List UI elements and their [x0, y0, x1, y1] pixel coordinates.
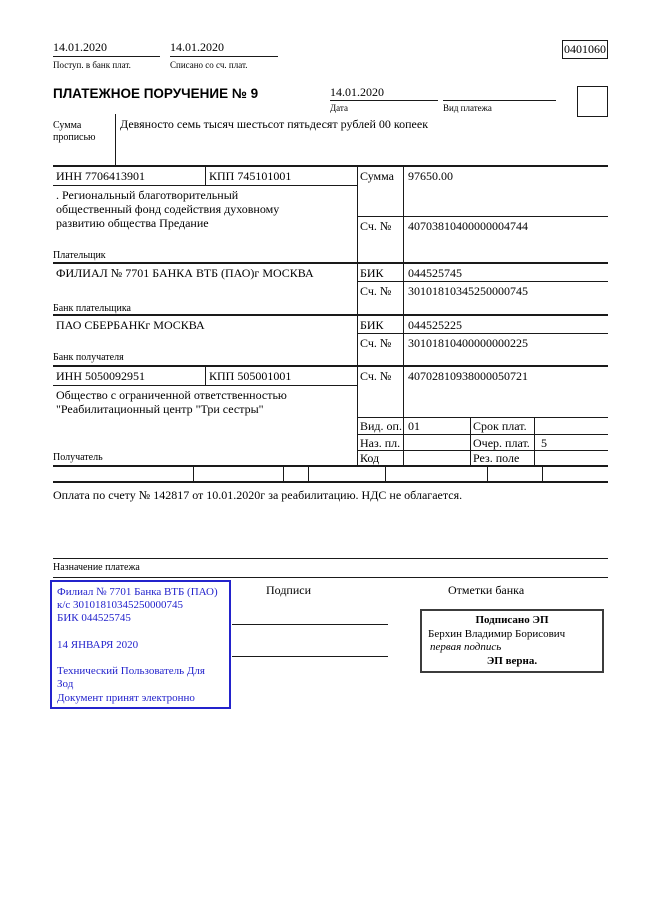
document-date: 14.01.2020: [330, 85, 384, 99]
received-date: 14.01.2020: [53, 40, 107, 54]
signatures-heading: Подписи: [266, 583, 312, 597]
page-title: ПЛАТЕЖНОЕ ПОРУЧЕНИЕ № 9: [53, 86, 259, 101]
payee-inn-row-underline: [53, 385, 357, 386]
reserve-field-label: Рез. поле: [473, 451, 520, 465]
payer-name-line2: общественный фонд содействия духовному: [56, 202, 280, 216]
electronic-signature-box: [420, 609, 604, 673]
payer-kpp: КПП 745101001: [209, 169, 292, 183]
received-date-underline: [53, 56, 160, 57]
signature-line-2: [232, 656, 388, 657]
payee-name-line2: "Реабилитационный центр "Три сестры": [56, 402, 264, 416]
payer-bank-section-line: [53, 314, 608, 316]
payee-bank-section-line: [53, 365, 608, 367]
budget-row-divider-5: [487, 467, 488, 481]
budget-row-divider-3: [308, 467, 309, 481]
payer-inn-kpp-divider: [205, 166, 206, 185]
bank-stamp-line: Филиал № 7701 Банка ВТБ (ПАО): [57, 586, 218, 598]
payee-bank-section-label: Банк получателя: [53, 352, 124, 363]
payee-inn: ИНН 5050092951: [56, 369, 145, 383]
payer-bank-bik-label: БИК: [360, 266, 384, 280]
sum-value: 97650.00: [408, 169, 453, 183]
ep-verified-label: ЭП верна.: [486, 654, 538, 667]
form-code-box: 0401060: [562, 40, 608, 59]
bank-stamp-line: БИК 044525745: [57, 612, 131, 625]
op-row-top-line: [357, 417, 608, 418]
payer-inn: ИНН 7706413901: [56, 169, 145, 183]
op-values-divider: [534, 417, 535, 466]
op-row-mid-line1: [357, 434, 608, 435]
purpose-area-bottom-line: [53, 577, 608, 578]
amount-words-label-line2: прописью: [53, 132, 96, 143]
main-vertical-divider: [357, 166, 358, 466]
ep-signer-name: Берхин Владимир Борисович: [428, 627, 566, 640]
bank-stamp-line: Технический Пользователь Для: [57, 665, 205, 678]
document-date-label: Дата: [330, 103, 348, 113]
payee-bank-account-label: Сч. №: [360, 336, 392, 350]
payer-section-line: [53, 262, 608, 264]
code-label: Код: [360, 451, 380, 465]
payee-bank-bik-label: БИК: [360, 318, 384, 332]
payer-bank-name: ФИЛИАЛ № 7701 БАНКА ВТБ (ПАО)г МОСКВА: [56, 266, 314, 280]
payer-bank-account: 30101810345250000745: [408, 284, 528, 298]
budget-row-divider-6: [542, 467, 543, 481]
debited-date-label: Списано со сч. плат.: [170, 60, 248, 70]
label-value-divider: [403, 166, 404, 466]
payer-account: 40703810400000004744: [408, 219, 528, 233]
table-top-line: [53, 165, 608, 167]
payer-inn-row-underline: [53, 185, 357, 186]
payee-name-line1: Общество с ограниченной ответственностью: [56, 388, 287, 402]
sum-row-underline: [357, 216, 608, 217]
bank-stamp-line: Зод: [57, 678, 74, 691]
payee-account: 40702810938000050721: [408, 369, 528, 383]
payer-bank-account-label: Сч. №: [360, 284, 392, 298]
payee-account-label: Сч. №: [360, 369, 392, 383]
sum-label: Сумма: [360, 169, 394, 183]
payee-bank-name: ПАО СБЕРБАНКг МОСКВА: [56, 318, 205, 332]
payer-bank-bik-underline: [357, 281, 608, 282]
payer-account-label: Сч. №: [360, 219, 392, 233]
op-type-label: Вид. оп.: [360, 419, 402, 433]
payer-name-line1: . Региональный благотворительный: [56, 188, 239, 202]
op-type-value: 01: [408, 419, 420, 433]
amount-words-label-line1: Сумма: [53, 120, 82, 131]
priority-label: Очер. плат.: [473, 436, 530, 450]
payment-kind-underline: [443, 100, 556, 101]
payee-section-label: Получатель: [53, 452, 103, 463]
payment-purpose-label: Назначение платежа: [53, 562, 140, 573]
purpose-area-top-line: [53, 558, 608, 559]
bank-stamp-line: [57, 626, 224, 639]
payment-purpose-text: Оплата по счету № 142817 от 10.01.2020г за реабилитацию. НДС не облагается.: [53, 488, 463, 502]
debited-date-underline: [170, 56, 278, 57]
purpose-code-label: Наз. пл.: [360, 436, 401, 450]
priority-value: 5: [541, 436, 547, 450]
bank-stamp: [50, 580, 231, 709]
signature-line-1: [232, 624, 388, 625]
payee-bank-account: 30101810400000000225: [408, 336, 528, 350]
received-date-label: Поступ. в банк плат.: [53, 60, 131, 70]
payer-bank-section-label: Банк плательщика: [53, 303, 131, 314]
bank-stamp-line: Документ принят электронно: [57, 691, 195, 704]
payer-name-line3: развитию общества Предание: [56, 216, 209, 230]
due-date-label: Срок плат.: [473, 419, 527, 433]
debited-date: 14.01.2020: [170, 40, 224, 54]
op-labels-divider: [470, 417, 471, 466]
payment-kind-box: [577, 86, 608, 117]
bank-marks-heading: Отметки банка: [448, 583, 525, 597]
payment-kind-label: Вид платежа: [443, 103, 492, 113]
payee-bank-bik-underline: [357, 333, 608, 334]
bank-stamp-line: [57, 652, 224, 665]
document-date-underline: [330, 100, 438, 101]
budget-row-divider-4: [385, 467, 386, 481]
budget-row-bottom-line: [53, 481, 608, 483]
payee-kpp: КПП 505001001: [209, 369, 292, 383]
payer-section-label: Плательщик: [53, 250, 106, 261]
payee-bank-bik: 044525225: [408, 318, 462, 332]
budget-row-divider-1: [193, 467, 194, 481]
payee-section-line: [53, 465, 608, 467]
ep-signed-label: Подписано ЭП: [475, 614, 549, 626]
bank-stamp-line: к/с 30101810345250000745: [57, 599, 184, 612]
payer-bank-bik: 044525745: [408, 266, 462, 280]
amount-in-words: Девяносто семь тысяч шестьсот пятьдесят рублей 00 копеек: [120, 117, 429, 131]
bank-stamp-line: 14 ЯНВАРЯ 2020: [57, 638, 139, 651]
amount-words-divider: [115, 114, 116, 166]
budget-row-divider-2: [283, 467, 284, 481]
ep-signature-kind: первая подпись: [430, 641, 502, 653]
payee-inn-kpp-divider: [205, 366, 206, 385]
